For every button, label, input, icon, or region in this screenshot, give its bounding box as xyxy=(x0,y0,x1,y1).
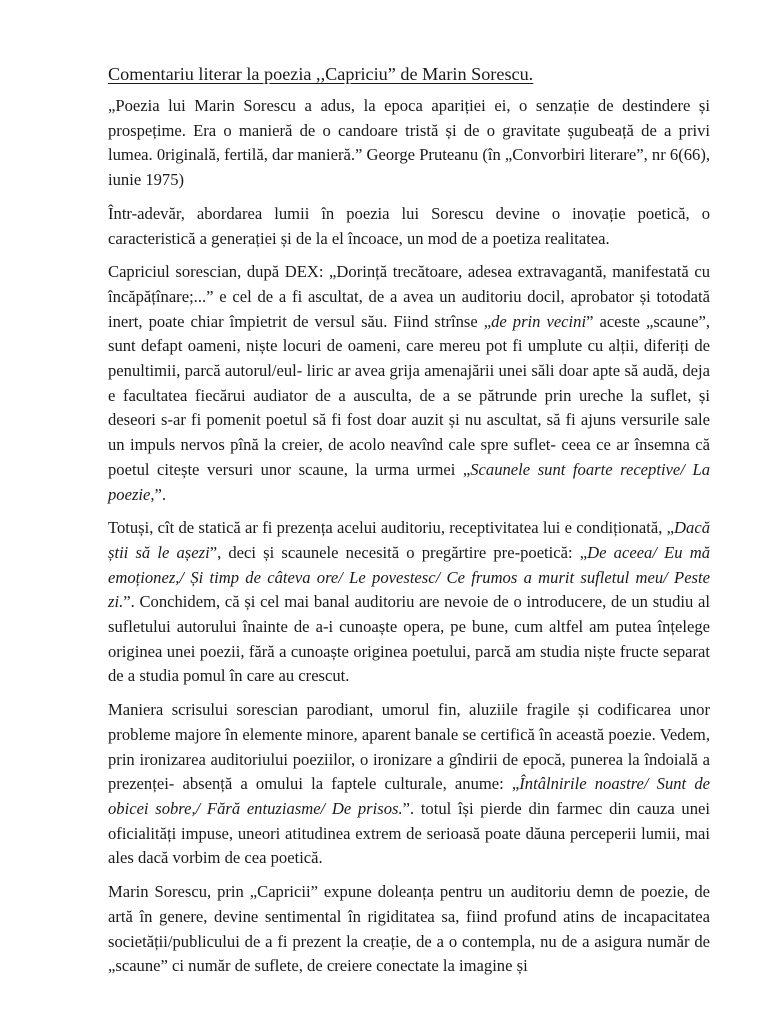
paragraph-text: „Poezia lui Marin Sorescu a adus, la epoca apariției ei, o senzație de destindere și prospețime. Era o manieră de o candoare tristă și de o gravitate șugubeață de a privi lumea. 0riginală, fertilă, dar manieră.” George Pruteanu (în „Convorbiri literare”, nr 6(66), iunie 1975) xyxy=(108,96,710,190)
paragraph xyxy=(108,202,710,251)
paragraph-text: ”, deci și scaunele necesită o pregărtire pre-poetică: „ xyxy=(209,542,588,562)
document-title: Comentariu literar la poezia ,,Capriciu” de Marin Sorescu. xyxy=(108,64,534,84)
paragraph xyxy=(108,516,710,689)
paragraph xyxy=(108,94,710,193)
quoted-verse: de prin vecini xyxy=(491,311,587,331)
quoted-verse: Întâlnirile noastre/ Sunt de obicei sobre,/ Fără entuziasme/ De prisos. xyxy=(108,774,710,818)
paragraph-text: ”. totul își pierde din farmec din cauza unei oficialități impuse, uneori atitudinea extrem de serioasă poate dăuna perceperii lumii, mai ales dacă vorbim de cea poetică. xyxy=(108,798,710,868)
paragraph xyxy=(108,698,710,871)
paragraph-text: Capriciul sorescian, după DEX: „Dorință trecătoare, adesea extravagantă, manifestată cu încăpățînare;...” e cel de a fi ascultat, de a avea un auditoriu docil, aprobator și totodată inert, poate chiar împietrit de versul său. Fiind strînse „ xyxy=(108,262,710,331)
quoted-verse: Scaunele sunt foarte receptive/ La poezie, xyxy=(108,459,710,504)
paragraph-text: ” aceste „scaune”, sunt defapt oameni, niște locuri de oameni, care mereu pot fi umplute cu alții, diferiți de penultimii, parcă autorul/eul- liric ar avea grija amenajării unei săli doar apte să audă, deja e facultatea fiecărui audiator de a ausculta, de a se pătrunde prin ureche la suflet, și deseori s-ar fi pomenit poetul să fi fost doar auzit și nu ascultat, să fi ajuns versurile sale un impuls nervos pînă la creier, de acolo neavînd cale spre suflet- ceea ce ar însemna că poetul citește versuri unor scaune, la urma urmei „ xyxy=(108,311,711,479)
paragraph-text: ”. xyxy=(154,484,167,504)
paragraph xyxy=(108,880,710,979)
quoted-verse: Dacă știi să le așezi xyxy=(108,518,710,562)
paragraph-text: Într-adevăr, abordarea lumii în poezia lui Sorescu devine o inovație poetică, o caracteristică a generației și de la el încoace, un mod de a poetiza realitatea. xyxy=(108,203,710,248)
quoted-verse: De aceea/ Eu mă emoționez,/ Și timp de câteva ore/ Le povestesc/ Ce frumos a murit sufletul meu/ Peste zi. xyxy=(108,542,710,612)
paragraph-text: Marin Sorescu, prin „Capricii” expune doleanța pentru un auditoriu demn de poezie, de artă în genere, devine sentimental în rigiditatea sa, fiind profund atins de incapacitatea societății/publicului de a fi prezent la creație, de a o contempla, nu de a asigura număr de „scaune” ci număr de suflete, de creiere conectate la imagine și xyxy=(108,882,710,976)
paragraph-text: Totuși, cît de statică ar fi prezența acelui auditoriu, receptivitatea lui e condiționată, „ xyxy=(108,518,675,538)
paragraph-text: Maniera scrisului sorescian parodiant, umorul fin, aluziile fragile și codificarea unor probleme majore în elemente minore, aparent banale se certifică în această poezie. Vedem, prin ironizarea auditoriului poeziilor, o ironizare a gîndirii de epocă, punerea la îndoială a prezenței- absență a omului la faptele culturale, anume: „ xyxy=(108,700,710,794)
paragraph xyxy=(108,260,710,507)
paragraph-text: ”. Conchidem, că și cel mai banal auditoriu are nevoie de o introducere, de un studiu al sufletului autorului înainte de a-i cunoaște opera, pe bune, cum altfel am putea înțelege originea unei poezii, fără a cunoaște originea poetului, parcă am studia niște fructe separat de a studia pomul în care au crescut. xyxy=(108,592,710,686)
document-body xyxy=(108,94,710,979)
